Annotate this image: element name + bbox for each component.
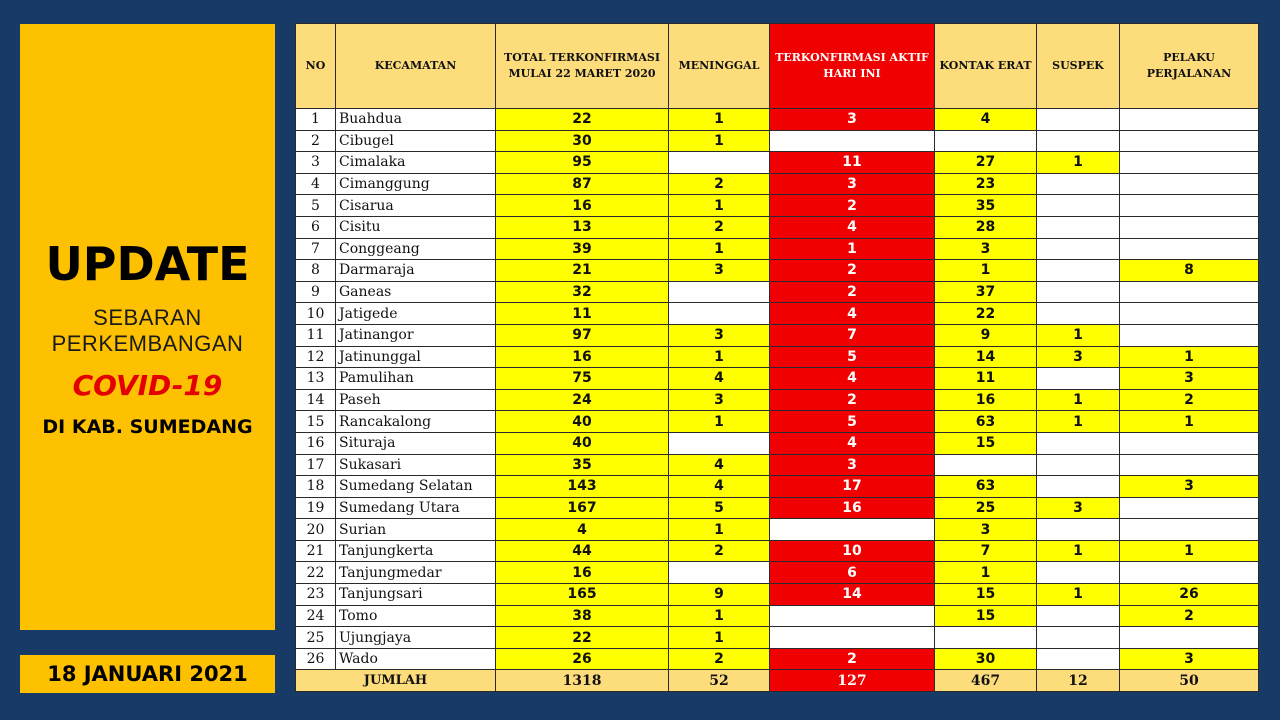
- cell-total: 13: [496, 216, 669, 238]
- cell-aktif: 2: [770, 389, 935, 411]
- cell-kecamatan: Sumedang Selatan: [336, 476, 496, 498]
- cell-pelaku: [1120, 173, 1259, 195]
- cell-suspek: [1037, 260, 1120, 282]
- table-row: [296, 562, 1259, 584]
- cell-kontak: 35: [935, 195, 1037, 217]
- cell-no: 1: [296, 109, 336, 131]
- cell-pelaku: 2: [1120, 389, 1259, 411]
- cell-meninggal: 1: [669, 519, 770, 541]
- table-row: [296, 476, 1259, 498]
- cell-kecamatan: Tomo: [336, 605, 496, 627]
- cell-kontak: [935, 627, 1037, 649]
- cell-no: 18: [296, 476, 336, 498]
- cell-kecamatan: Wado: [336, 648, 496, 670]
- cell-suspek: [1037, 303, 1120, 325]
- cell-kecamatan: Jatinangor: [336, 324, 496, 346]
- cell-kontak: 16: [935, 389, 1037, 411]
- cell-suspek: [1037, 432, 1120, 454]
- cell-pelaku: [1120, 303, 1259, 325]
- cell-aktif: [770, 627, 935, 649]
- header-kontak: KONTAK ERAT: [935, 24, 1037, 109]
- table-row: [296, 368, 1259, 390]
- cell-aktif: 4: [770, 368, 935, 390]
- cell-no: 19: [296, 497, 336, 519]
- cell-total: 22: [496, 109, 669, 131]
- cell-kontak: 11: [935, 368, 1037, 390]
- table-row: [296, 411, 1259, 433]
- cell-aktif: 17: [770, 476, 935, 498]
- cell-suspek: [1037, 476, 1120, 498]
- table-row: [296, 519, 1259, 541]
- cell-aktif: 2: [770, 195, 935, 217]
- cell-pelaku: [1120, 562, 1259, 584]
- cell-kecamatan: Tanjungkerta: [336, 540, 496, 562]
- table-row: [296, 454, 1259, 476]
- header-aktif: TERKONFIRMASI AKTIF HARI INI: [770, 24, 935, 109]
- cell-pelaku: 3: [1120, 476, 1259, 498]
- cell-pelaku: 8: [1120, 260, 1259, 282]
- cell-meninggal: 2: [669, 173, 770, 195]
- cell-pelaku: 1: [1120, 346, 1259, 368]
- cell-kecamatan: Paseh: [336, 389, 496, 411]
- table-row: [296, 109, 1259, 131]
- cell-kecamatan: Ujungjaya: [336, 627, 496, 649]
- total-label: JUMLAH: [296, 670, 496, 692]
- cell-suspek: [1037, 562, 1120, 584]
- cell-suspek: [1037, 238, 1120, 260]
- cell-aktif: 3: [770, 109, 935, 131]
- cell-aktif: 2: [770, 281, 935, 303]
- total-aktif: 127: [770, 670, 935, 692]
- cell-kontak: 3: [935, 238, 1037, 260]
- cell-pelaku: 1: [1120, 540, 1259, 562]
- table-body: [296, 109, 1259, 670]
- cell-no: 4: [296, 173, 336, 195]
- total-kontak: 467: [935, 670, 1037, 692]
- cell-aktif: [770, 130, 935, 152]
- cell-meninggal: 2: [669, 216, 770, 238]
- cell-suspek: 3: [1037, 497, 1120, 519]
- date-text: 18 JANUARI 2021: [47, 662, 248, 686]
- cell-aktif: [770, 605, 935, 627]
- cell-no: 21: [296, 540, 336, 562]
- cell-aktif: 10: [770, 540, 935, 562]
- header-total: TOTAL TERKONFIRMASI MULAI 22 MARET 2020: [496, 24, 669, 109]
- cell-total: 75: [496, 368, 669, 390]
- cell-kontak: 1: [935, 562, 1037, 584]
- cell-aktif: 14: [770, 584, 935, 606]
- cell-suspek: 1: [1037, 152, 1120, 174]
- header-pelaku: PELAKU PERJALANAN: [1120, 24, 1259, 109]
- cell-total: 95: [496, 152, 669, 174]
- cell-total: 165: [496, 584, 669, 606]
- cell-pelaku: [1120, 152, 1259, 174]
- cell-kecamatan: Cimanggung: [336, 173, 496, 195]
- cell-no: 7: [296, 238, 336, 260]
- covid-table: [295, 23, 1259, 692]
- cell-kecamatan: Tanjungmedar: [336, 562, 496, 584]
- cell-meninggal: 9: [669, 584, 770, 606]
- table-row: [296, 627, 1259, 649]
- cell-total: 16: [496, 346, 669, 368]
- cell-aktif: 3: [770, 173, 935, 195]
- cell-pelaku: [1120, 109, 1259, 131]
- table-row: [296, 152, 1259, 174]
- cell-kontak: 9: [935, 324, 1037, 346]
- cell-pelaku: [1120, 432, 1259, 454]
- cell-kontak: 28: [935, 216, 1037, 238]
- cell-no: 3: [296, 152, 336, 174]
- cell-no: 10: [296, 303, 336, 325]
- cell-meninggal: [669, 562, 770, 584]
- cell-pelaku: [1120, 497, 1259, 519]
- cell-kecamatan: Pamulihan: [336, 368, 496, 390]
- table-row: [296, 324, 1259, 346]
- region-label: DI KAB. SUMEDANG: [42, 415, 253, 438]
- cell-kecamatan: Conggeang: [336, 238, 496, 260]
- cell-pelaku: 3: [1120, 648, 1259, 670]
- cell-no: 8: [296, 260, 336, 282]
- cell-aktif: 5: [770, 411, 935, 433]
- cell-total: 40: [496, 411, 669, 433]
- cell-no: 17: [296, 454, 336, 476]
- cell-no: 16: [296, 432, 336, 454]
- cell-kontak: 63: [935, 411, 1037, 433]
- header-suspek: SUSPEK: [1037, 24, 1120, 109]
- table-header-row: [296, 24, 1259, 109]
- cell-aktif: [770, 519, 935, 541]
- cell-aktif: 4: [770, 216, 935, 238]
- cell-suspek: [1037, 195, 1120, 217]
- cell-kontak: 37: [935, 281, 1037, 303]
- cell-suspek: 1: [1037, 540, 1120, 562]
- cell-meninggal: 2: [669, 540, 770, 562]
- cell-meninggal: 1: [669, 238, 770, 260]
- cell-meninggal: [669, 303, 770, 325]
- cell-suspek: [1037, 281, 1120, 303]
- total-pelaku: 50: [1120, 670, 1259, 692]
- cell-kecamatan: Darmaraja: [336, 260, 496, 282]
- cell-kontak: 4: [935, 109, 1037, 131]
- cell-no: 15: [296, 411, 336, 433]
- cell-kontak: [935, 130, 1037, 152]
- covid-label: COVID-19: [72, 368, 223, 402]
- cell-pelaku: [1120, 238, 1259, 260]
- cell-total: 22: [496, 627, 669, 649]
- cell-kontak: 15: [935, 584, 1037, 606]
- table-row: [296, 303, 1259, 325]
- cell-suspek: [1037, 130, 1120, 152]
- cell-suspek: 1: [1037, 411, 1120, 433]
- cell-pelaku: [1120, 281, 1259, 303]
- cell-meninggal: 3: [669, 324, 770, 346]
- cell-aktif: 16: [770, 497, 935, 519]
- cell-kecamatan: Sukasari: [336, 454, 496, 476]
- cell-aktif: 2: [770, 648, 935, 670]
- cell-suspek: 1: [1037, 584, 1120, 606]
- cell-kecamatan: Ganeas: [336, 281, 496, 303]
- cell-kontak: 14: [935, 346, 1037, 368]
- cell-total: 143: [496, 476, 669, 498]
- subtitle-line-2: PERKEMBANGAN: [51, 330, 244, 356]
- cell-suspek: [1037, 519, 1120, 541]
- table-row: [296, 238, 1259, 260]
- cell-suspek: [1037, 368, 1120, 390]
- cell-kecamatan: Jatinunggal: [336, 346, 496, 368]
- cell-aktif: 11: [770, 152, 935, 174]
- cell-pelaku: 1: [1120, 411, 1259, 433]
- cell-meninggal: 3: [669, 260, 770, 282]
- cell-pelaku: 3: [1120, 368, 1259, 390]
- cell-total: 87: [496, 173, 669, 195]
- cell-pelaku: [1120, 130, 1259, 152]
- cell-meninggal: 4: [669, 368, 770, 390]
- cell-total: 167: [496, 497, 669, 519]
- cell-aktif: 6: [770, 562, 935, 584]
- cell-suspek: [1037, 454, 1120, 476]
- table-row: [296, 260, 1259, 282]
- cell-no: 11: [296, 324, 336, 346]
- table-row: [296, 346, 1259, 368]
- cell-meninggal: 4: [669, 454, 770, 476]
- cell-kecamatan: Tanjungsari: [336, 584, 496, 606]
- cell-aktif: 1: [770, 238, 935, 260]
- cell-aktif: 4: [770, 432, 935, 454]
- cell-meninggal: [669, 432, 770, 454]
- cell-no: 2: [296, 130, 336, 152]
- cell-total: 24: [496, 389, 669, 411]
- total-total: 1318: [496, 670, 669, 692]
- cell-no: 24: [296, 605, 336, 627]
- cell-total: 38: [496, 605, 669, 627]
- cell-pelaku: [1120, 324, 1259, 346]
- cell-suspek: [1037, 216, 1120, 238]
- cell-kontak: 27: [935, 152, 1037, 174]
- cell-total: 16: [496, 195, 669, 217]
- cell-kecamatan: Cibugel: [336, 130, 496, 152]
- cell-pelaku: 2: [1120, 605, 1259, 627]
- cell-kontak: 7: [935, 540, 1037, 562]
- cell-no: 20: [296, 519, 336, 541]
- cell-meninggal: 1: [669, 109, 770, 131]
- covid-table-container: [295, 23, 1258, 692]
- cell-total: 30: [496, 130, 669, 152]
- cell-no: 13: [296, 368, 336, 390]
- cell-kontak: 63: [935, 476, 1037, 498]
- cell-kecamatan: Cimalaka: [336, 152, 496, 174]
- total-meninggal: 52: [669, 670, 770, 692]
- cell-aktif: 3: [770, 454, 935, 476]
- cell-suspek: [1037, 605, 1120, 627]
- cell-meninggal: 1: [669, 346, 770, 368]
- cell-total: 40: [496, 432, 669, 454]
- cell-total: 39: [496, 238, 669, 260]
- cell-aktif: 2: [770, 260, 935, 282]
- cell-pelaku: 26: [1120, 584, 1259, 606]
- table-row: [296, 173, 1259, 195]
- total-row: [296, 670, 1259, 692]
- cell-meninggal: 3: [669, 389, 770, 411]
- table-row: [296, 432, 1259, 454]
- cell-total: 21: [496, 260, 669, 282]
- cell-suspek: [1037, 109, 1120, 131]
- cell-no: 14: [296, 389, 336, 411]
- table-row: [296, 584, 1259, 606]
- cell-kontak: 15: [935, 605, 1037, 627]
- cell-kontak: 22: [935, 303, 1037, 325]
- cell-kecamatan: Rancakalong: [336, 411, 496, 433]
- cell-meninggal: 1: [669, 605, 770, 627]
- cell-total: 32: [496, 281, 669, 303]
- cell-aktif: 7: [770, 324, 935, 346]
- cell-meninggal: 4: [669, 476, 770, 498]
- cell-kontak: 30: [935, 648, 1037, 670]
- cell-kecamatan: Cisitu: [336, 216, 496, 238]
- cell-no: 12: [296, 346, 336, 368]
- cell-meninggal: 1: [669, 411, 770, 433]
- table-row: [296, 130, 1259, 152]
- cell-no: 9: [296, 281, 336, 303]
- cell-no: 26: [296, 648, 336, 670]
- header-meninggal: MENINGGAL: [669, 24, 770, 109]
- cell-kontak: 25: [935, 497, 1037, 519]
- cell-meninggal: 1: [669, 130, 770, 152]
- cell-aktif: 5: [770, 346, 935, 368]
- cell-total: 4: [496, 519, 669, 541]
- table-row: [296, 497, 1259, 519]
- cell-kontak: 1: [935, 260, 1037, 282]
- table-row: [296, 281, 1259, 303]
- cell-total: 44: [496, 540, 669, 562]
- cell-total: 26: [496, 648, 669, 670]
- cell-meninggal: [669, 281, 770, 303]
- table-row: [296, 540, 1259, 562]
- cell-meninggal: 2: [669, 648, 770, 670]
- update-title: UPDATE: [45, 236, 250, 291]
- cell-pelaku: [1120, 519, 1259, 541]
- cell-suspek: 1: [1037, 389, 1120, 411]
- cell-no: 25: [296, 627, 336, 649]
- cell-pelaku: [1120, 454, 1259, 476]
- cell-no: 5: [296, 195, 336, 217]
- cell-suspek: [1037, 173, 1120, 195]
- subtitle-line-1: SEBARAN: [93, 304, 202, 330]
- cell-kontak: 3: [935, 519, 1037, 541]
- header-kecamatan: KECAMATAN: [336, 24, 496, 109]
- table-row: [296, 389, 1259, 411]
- cell-no: 6: [296, 216, 336, 238]
- cell-total: 11: [496, 303, 669, 325]
- cell-kecamatan: Jatigede: [336, 303, 496, 325]
- cell-no: 23: [296, 584, 336, 606]
- date-banner: [20, 655, 275, 693]
- cell-aktif: 4: [770, 303, 935, 325]
- table-row: [296, 648, 1259, 670]
- table-row: [296, 195, 1259, 217]
- header-no: NO: [296, 24, 336, 109]
- cell-kecamatan: Sumedang Utara: [336, 497, 496, 519]
- cell-pelaku: [1120, 216, 1259, 238]
- cell-total: 97: [496, 324, 669, 346]
- cell-total: 16: [496, 562, 669, 584]
- cell-total: 35: [496, 454, 669, 476]
- cell-meninggal: 5: [669, 497, 770, 519]
- cell-pelaku: [1120, 627, 1259, 649]
- cell-suspek: [1037, 648, 1120, 670]
- cell-kecamatan: Cisarua: [336, 195, 496, 217]
- cell-suspek: [1037, 627, 1120, 649]
- cell-kontak: [935, 454, 1037, 476]
- table-row: [296, 216, 1259, 238]
- cell-suspek: 3: [1037, 346, 1120, 368]
- cell-kontak: 15: [935, 432, 1037, 454]
- cell-meninggal: [669, 152, 770, 174]
- cell-kecamatan: Surian: [336, 519, 496, 541]
- cell-suspek: 1: [1037, 324, 1120, 346]
- cell-kecamatan: Situraja: [336, 432, 496, 454]
- table-row: [296, 605, 1259, 627]
- cell-kecamatan: Buahdua: [336, 109, 496, 131]
- cell-meninggal: 1: [669, 627, 770, 649]
- cell-pelaku: [1120, 195, 1259, 217]
- title-panel: [20, 24, 275, 630]
- cell-meninggal: 1: [669, 195, 770, 217]
- cell-no: 22: [296, 562, 336, 584]
- total-suspek: 12: [1037, 670, 1120, 692]
- cell-kontak: 23: [935, 173, 1037, 195]
